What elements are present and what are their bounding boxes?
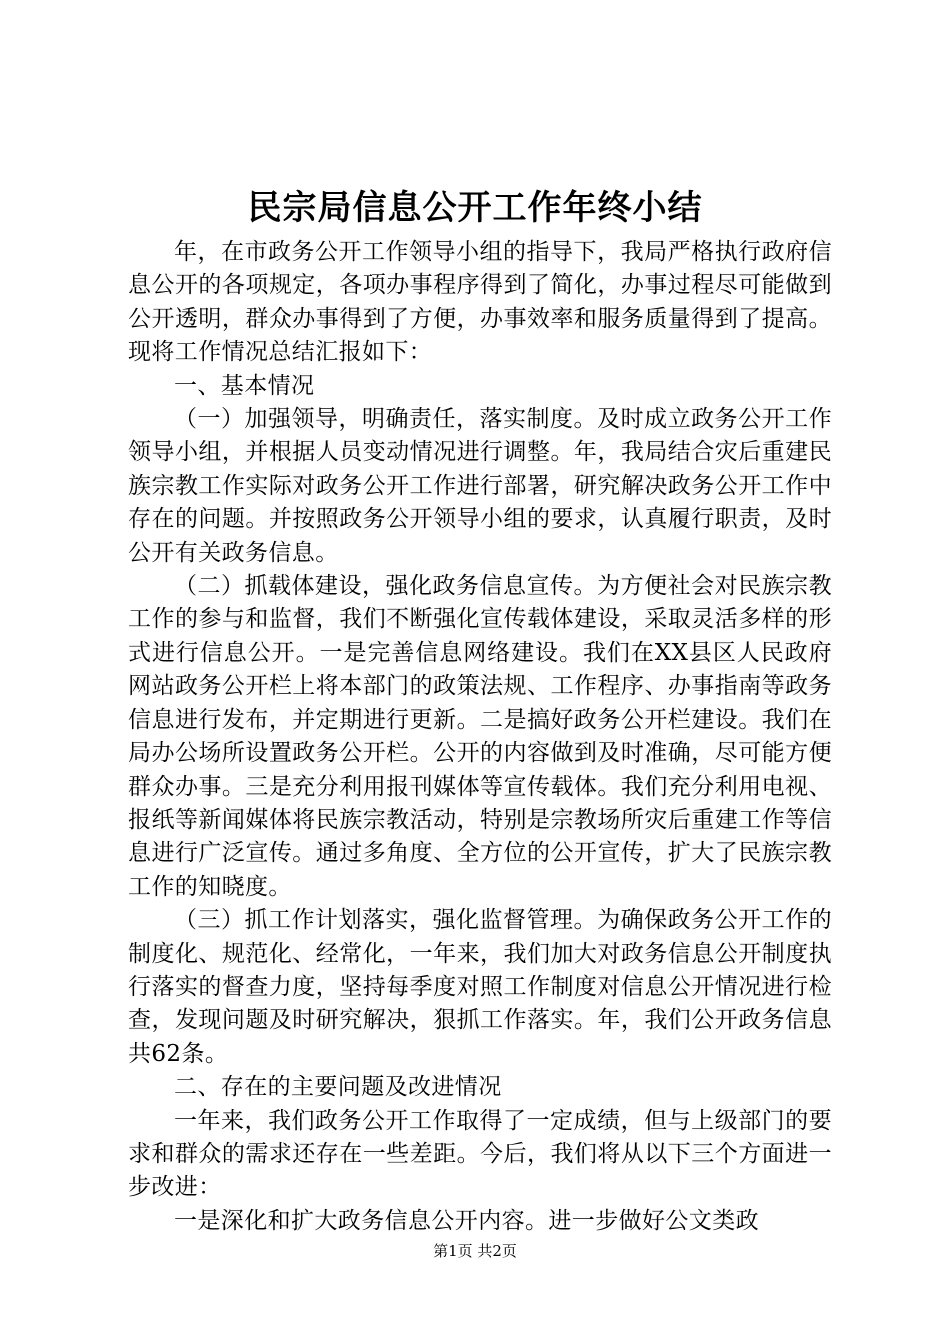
document-title: 民宗局信息公开工作年终小结 bbox=[247, 188, 703, 228]
paragraph-carrier-construction: （二）抓载体建设，强化政务信息宣传。为方便社会对民族宗教工作的参与和监督，我们不断强化宣传载体建设，采取灵活多样的形式进行信息公开。一是完善信息网络建设。我们在XX县区人民政府网站政务公开栏上将本部门的政策法规、工作程序、办事指南等政务信息进行发布，并定期进行更新。二是搞好政务公开栏建设。我们在局办公场所设置政务公开栏。公开的内容做到及时准确，尽可能方便群众办事。三是充分利用报刊媒体等宣传载体。我们充分利用电视、报纸等新闻媒体将民族宗教活动，特别是宗教场所灾后重建工作等信息进行广泛宣传。通过多角度、全方位的公开宣传，扩大了民族宗教工作的知晓度。 bbox=[128, 573, 832, 900]
page-footer: 第1页 共2页 bbox=[433, 1242, 517, 1260]
paragraph-improvement-one: 一是深化和扩大政务信息公开内容。进一步做好公文类政 bbox=[174, 1207, 759, 1234]
paragraph-leadership: （一）加强领导，明确责任，落实制度。及时成立政务公开工作领导小组，并根据人员变动情况进行调整。年，我局结合灾后重建民族宗教工作实际对政务公开工作进行部署，研究解决政务公开工作中存在的问题。并按照政务公开领导小组的要求，认真履行职责，及时公开有关政务信息。 bbox=[128, 406, 832, 566]
document-body bbox=[128, 236, 832, 1238]
section-heading-problems: 二、存在的主要问题及改进情况 bbox=[174, 1074, 502, 1101]
paragraph-problems-summary: 一年来，我们政务公开工作取得了一定成绩，但与上级部门的要求和群众的需求还存在一些差距。今后，我们将从以下三个方面进一步改进： bbox=[128, 1107, 832, 1201]
intro-paragraph: 年，在市政务公开工作领导小组的指导下，我局严格执行政府信息公开的各项规定，各项办事程序得到了简化，办事过程尽可能做到公开透明，群众办事得到了方便，办事效率和服务质量得到了提高。现将工作情况总结汇报如下： bbox=[128, 239, 832, 366]
section-heading-basic-situation: 一、基本情况 bbox=[174, 372, 315, 399]
paragraph-plan-implementation: （三）抓工作计划落实，强化监督管理。为确保政务公开工作的制度化、规范化、经常化，一年来，我们加大对政务信息公开制度执行落实的督查力度，坚持每季度对照工作制度对信息公开情况进行检查，发现问题及时研究解决，狠抓工作落实。年，我们公开政务信息共62条。 bbox=[128, 907, 832, 1067]
